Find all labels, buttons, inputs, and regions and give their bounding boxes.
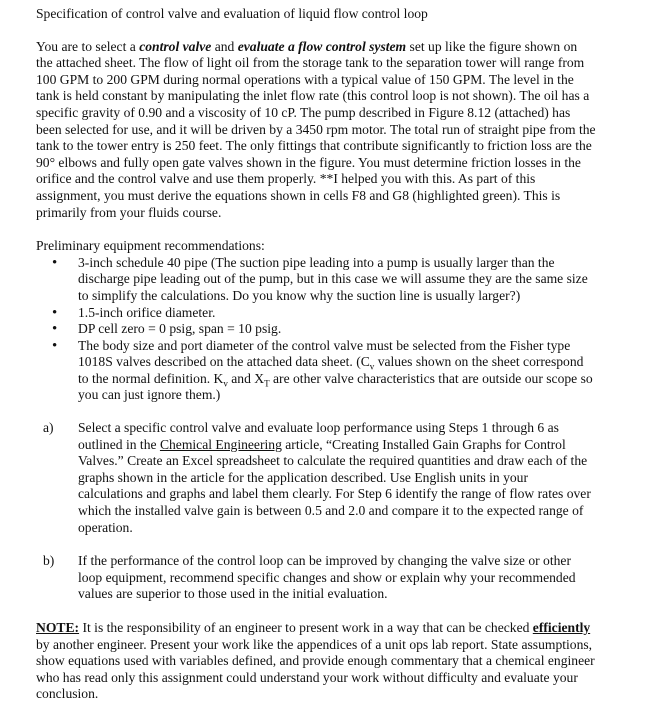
note-emphasis-efficiently: efficiently [532, 620, 591, 635]
prelim-item-valve-text-1: The body size and port diameter of the control valve must be selected from the Fisher type 1018S valves described on the attached data sheet. (C [78, 337, 571, 370]
prelim-item-dp-cell [78, 321, 596, 338]
task-b [36, 553, 596, 603]
intro-text-3: set up like the figure shown on the attached sheet. The flow of light oil from the storage tank to the separation tower will range from 100 GPM to 200 GPM during normal operations with a typical value of 150 GPM. The level in the tank is held constant by manipulating the inlet flow rate (this control loop is not shown). The oil has a specific gravity of 0.90 and a viscosity of 10 cP. The pump described in Figure 8.12 (attached) has been selected for use, and it will be driven by a 3450 rpm motor. The total run of straight pipe from the tank to the tower entry is 250 feet. The only fittings that contribute significantly to friction loss are the 90° elbows and fully open gate valves shown in the figure. You must determine friction losses in the orifice and the control valve and use them properly. **I helped you with this. As part of this assignment, you must derive the equations shown in cells F8 and G8 (highlighted green). This is primarily from your fluids course. [36, 38, 596, 220]
prelim-item-pipe [78, 255, 596, 305]
prelim-item-valve [78, 338, 596, 404]
task-a-marker: a) [43, 420, 54, 436]
intro-paragraph [36, 39, 596, 222]
kv-subscript: v [223, 378, 228, 389]
task-a-text-1: Select a specific control valve and evaluate loop performance using Steps 1 through 6 as outlined in the [78, 420, 559, 452]
prelim-item-dp-cell-text: DP cell zero = 0 psig, span = 10 psig. [78, 321, 282, 337]
task-a [36, 420, 596, 536]
prelim-heading: Preliminary equipment recommendations: [36, 238, 265, 254]
intro-emphasis-flow-control: evaluate a flow control system [237, 38, 407, 54]
xt-subscript: T [264, 378, 270, 389]
prelim-item-pipe-text: 3-inch schedule 40 pipe (The suction pipe leading into a pump is usually larger than the discharge pipe leading out of the pump, but in this case we will assume they are the same size to simplify the calculations. Do you know why the suction line is usually larger?) [78, 254, 588, 303]
prelim-item-valve-text-3: and X [227, 370, 265, 386]
prelim-item-valve-text-4: are other valve characteristics that are outside our scope so you can just ignore them.) [78, 370, 593, 403]
task-list [36, 420, 596, 603]
prelim-item-valve-text-2: values shown on the sheet correspond to the normal definition. K [78, 354, 584, 386]
note-paragraph [36, 620, 596, 703]
prelim-item-orifice [78, 305, 596, 322]
assignment-document [36, 6, 596, 703]
note-text-2: by another engineer. Present your work like the appendices of a unit ops lab report. State assumptions, show equations used with variables defined, and provide enough commentary that a chemical engineer who has read only this assignment could understand your work without difficulty and evaluate your conclusion. [36, 636, 595, 702]
prelim-list [36, 255, 596, 404]
note-label: NOTE: [36, 620, 80, 635]
task-a-text-2: article, “Creating Installed Gain Graphs for Control Valves.” Create an Excel spreadsheet to calculate the required quantities and draw each of the graphs shown in the article for the application described. Use English units in your calculations and graphs and label them clearly. For Step 6 identify the range of flow rates over which the installed valve gain is between 0.5 and 2.0 and compare it to the expected range of operation. [78, 436, 591, 535]
intro-text-2: and [211, 38, 238, 54]
note-text-1: It is the responsibility of an engineer to present work in a way that can be checked [79, 620, 533, 635]
prelim-item-orifice-text: 1.5-inch orifice diameter. [78, 304, 216, 320]
intro-text-1: You are to select a [36, 38, 140, 54]
intro-emphasis-control-valve: control valve [139, 38, 212, 54]
task-b-text: If the performance of the control loop can be improved by changing the valve size or other loop equipment, recommend specific changes and show or explain why your recommended values are superior to those used in the initial evaluation. [78, 553, 576, 602]
document-title: Specification of control valve and evaluation of liquid flow control loop [36, 6, 428, 21]
task-b-marker: b) [43, 553, 55, 569]
chemical-engineering-link[interactable]: Chemical Engineering [159, 436, 282, 452]
cv-subscript: v [369, 362, 375, 372]
